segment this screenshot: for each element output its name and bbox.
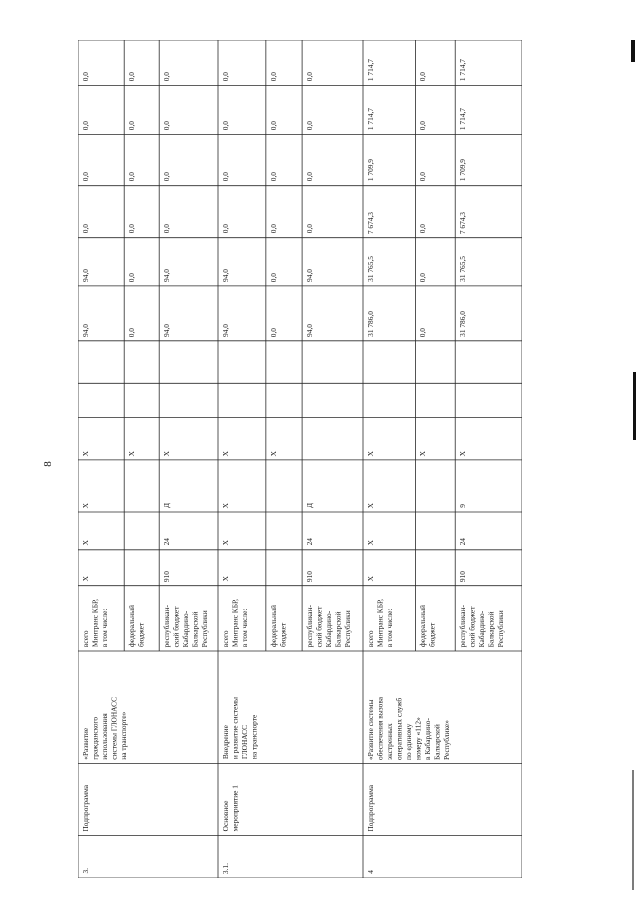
cell-grbs bbox=[302, 550, 363, 586]
cell-source bbox=[363, 586, 415, 651]
row-status bbox=[78, 764, 218, 836]
scan-mark bbox=[632, 770, 634, 890]
cell-v1 bbox=[266, 286, 302, 341]
cell-v6 bbox=[455, 40, 522, 85]
cell-source-text: всего Минтранс КБР, в том числе: bbox=[221, 598, 249, 647]
cell-v1-text: 31 786,0 bbox=[458, 310, 468, 337]
cell-v5 bbox=[266, 85, 302, 134]
cell-source bbox=[218, 586, 266, 651]
cell-v4 bbox=[159, 135, 218, 186]
cell-v2-text: 0,0 bbox=[127, 272, 137, 282]
cell-grbs bbox=[218, 550, 266, 586]
cell-v1 bbox=[455, 286, 522, 341]
cell-v4 bbox=[124, 135, 159, 186]
cell-v4-text: 0,0 bbox=[162, 172, 172, 182]
cell-v4 bbox=[455, 135, 522, 186]
cell-rzpr-text: 24 bbox=[162, 538, 172, 546]
cell-v5-text: 1 714,7 bbox=[366, 108, 375, 131]
cell-v2-text: 94,0 bbox=[305, 268, 315, 282]
cell-grbs-text: 910 bbox=[458, 570, 468, 582]
cell-v2 bbox=[455, 238, 522, 286]
row-name bbox=[363, 651, 522, 764]
cell-v1 bbox=[302, 286, 363, 341]
cell-v2 bbox=[415, 238, 455, 286]
cell-source-text: республикан- ский бюджет Кабардино- Балкарской Республики bbox=[305, 604, 352, 647]
cell-v1-text: 94,0 bbox=[162, 323, 172, 337]
cell-grbs-text: X bbox=[81, 576, 90, 582]
cell-v2 bbox=[124, 238, 159, 286]
cell-v4-text: 0,0 bbox=[418, 172, 428, 182]
cell-source bbox=[124, 586, 159, 651]
cell-rzpr bbox=[302, 512, 363, 550]
cell-v3 bbox=[124, 186, 159, 238]
cell-v2-text: 31 765,5 bbox=[458, 256, 468, 282]
cell-grbs bbox=[363, 550, 415, 586]
cell-csr bbox=[302, 460, 363, 512]
row-number bbox=[363, 835, 522, 878]
cell-v2 bbox=[302, 238, 363, 286]
cell-grbs-text: 910 bbox=[162, 570, 172, 582]
cell-rzpr bbox=[218, 512, 266, 550]
cell-csr bbox=[363, 460, 415, 512]
cell-v3 bbox=[415, 186, 455, 238]
cell-vr bbox=[415, 417, 455, 460]
row-name bbox=[218, 651, 363, 764]
cell-grbs bbox=[455, 550, 522, 586]
cell-grbs-text: X bbox=[366, 576, 375, 582]
cell-v6 bbox=[302, 40, 363, 85]
cell-source bbox=[78, 586, 124, 651]
cell-v1-text: 31 786,0 bbox=[366, 310, 375, 337]
cell-v3 bbox=[302, 186, 363, 238]
cell-csr bbox=[218, 460, 266, 512]
cell-vr-text: X bbox=[458, 450, 468, 456]
row-name bbox=[78, 651, 218, 764]
cell-vr bbox=[78, 417, 124, 460]
cell-v5 bbox=[159, 85, 218, 134]
cell-rzpr-text: X bbox=[221, 540, 230, 546]
cell-csr-text: Д bbox=[305, 502, 315, 508]
cell-v5 bbox=[124, 85, 159, 134]
cell-v1-text: 0,0 bbox=[127, 327, 137, 337]
cell-v4-text: 0,0 bbox=[81, 172, 90, 182]
cell-v1 bbox=[124, 286, 159, 341]
cell-v3-text: 7 674,3 bbox=[366, 211, 375, 234]
cell-csr bbox=[159, 460, 218, 512]
cell-v6 bbox=[159, 40, 218, 85]
cell-rzpr bbox=[159, 512, 218, 550]
cell-v6 bbox=[78, 40, 124, 85]
cell-source bbox=[266, 586, 302, 651]
cell-v5-text: 0,0 bbox=[221, 121, 230, 131]
cell-source-text: республикан- ский бюджет Кабардино- Балкарской Республики bbox=[458, 604, 506, 647]
cell-v4 bbox=[266, 135, 302, 186]
cell-rzpr-text: 24 bbox=[305, 538, 315, 546]
cell-v6-text: 0,0 bbox=[162, 72, 172, 82]
cell-v6 bbox=[218, 40, 266, 85]
cell-v3 bbox=[363, 186, 415, 238]
cell-vr-text: X bbox=[81, 450, 90, 456]
cell-v6-text: 0,0 bbox=[268, 72, 278, 82]
cell-rzpr bbox=[78, 512, 124, 550]
cell-v4 bbox=[363, 135, 415, 186]
row-number bbox=[218, 835, 363, 878]
cell-v3-text: 0,0 bbox=[305, 224, 315, 234]
row-status-text: Основное мероприятие 1 bbox=[221, 785, 240, 832]
scan-mark bbox=[633, 372, 636, 440]
cell-source-text: федеральный бюджет bbox=[418, 604, 437, 647]
cell-v6-text: 0,0 bbox=[81, 72, 90, 82]
cell-grbs bbox=[159, 550, 218, 586]
cell-v5 bbox=[455, 85, 522, 134]
row-name-text: «Развитие системы обеспечения вызова экстренных оперативных служб по единому номеру «112» в Кабардино- Балкарской Республике» bbox=[366, 696, 451, 760]
cell-vr bbox=[124, 417, 159, 460]
cell-v2-text: 31 765,5 bbox=[366, 256, 375, 282]
cell-v1 bbox=[363, 286, 415, 341]
cell-vr bbox=[159, 417, 218, 460]
cell-vr-text: X bbox=[418, 450, 428, 456]
cell-v5-text: 0,0 bbox=[127, 121, 137, 131]
cell-vr-text: X bbox=[366, 450, 375, 456]
cell-v3-text: 0,0 bbox=[268, 224, 278, 234]
cell-source bbox=[455, 586, 522, 651]
cell-v3 bbox=[78, 186, 124, 238]
cell-v5 bbox=[415, 85, 455, 134]
page-number: 8 bbox=[41, 461, 54, 467]
cell-v3 bbox=[159, 186, 218, 238]
row-status bbox=[218, 764, 363, 836]
cell-v1-text: 0,0 bbox=[418, 327, 428, 337]
cell-csr-text: X bbox=[366, 502, 375, 508]
cell-v2 bbox=[266, 238, 302, 286]
cell-rzpr-text: 24 bbox=[458, 538, 468, 546]
cell-v2-text: 0,0 bbox=[418, 272, 428, 282]
cell-v6-text: 1 714,7 bbox=[366, 59, 375, 82]
cell-v6-text: 0,0 bbox=[221, 72, 230, 82]
row-number-text: 4 bbox=[366, 870, 375, 874]
cell-v6-text: 0,0 bbox=[305, 72, 315, 82]
cell-csr-text: X bbox=[221, 502, 230, 508]
cell-v1-text: 94,0 bbox=[305, 323, 315, 337]
cell-vr bbox=[455, 417, 522, 460]
cell-rzpr-text: X bbox=[366, 540, 375, 546]
cell-vr-text: X bbox=[221, 450, 230, 456]
cell-v3-text: 0,0 bbox=[81, 224, 90, 234]
cell-v6 bbox=[266, 40, 302, 85]
cell-v5 bbox=[78, 85, 124, 134]
cell-v2 bbox=[78, 238, 124, 286]
cell-vr-text: X bbox=[268, 450, 278, 456]
cell-v5 bbox=[218, 85, 266, 134]
cell-v6 bbox=[363, 40, 415, 85]
cell-v1 bbox=[159, 286, 218, 341]
cell-csr-text: Д bbox=[162, 502, 172, 508]
row-status-text: Подпрограмма bbox=[81, 784, 90, 832]
scan-mark bbox=[631, 40, 635, 62]
cell-v3-text: 0,0 bbox=[162, 224, 172, 234]
cell-source-text: всего Минтранс КБР, в том числе: bbox=[81, 598, 109, 647]
cell-v1-text: 94,0 bbox=[81, 323, 90, 337]
cell-v6-text: 0,0 bbox=[418, 72, 428, 82]
cell-v1 bbox=[218, 286, 266, 341]
cell-v4-text: 0,0 bbox=[221, 172, 230, 182]
row-name-text: «Развитие гражданского использования системы ГЛОНАСС на транспорте» bbox=[81, 696, 128, 760]
cell-v2-text: 94,0 bbox=[221, 268, 230, 282]
cell-csr bbox=[78, 460, 124, 512]
cell-csr bbox=[455, 460, 522, 512]
cell-v2 bbox=[218, 238, 266, 286]
cell-csr-text: 9 bbox=[458, 504, 468, 508]
cell-v3-text: 7 674,3 bbox=[458, 211, 468, 234]
cell-v5-text: 0,0 bbox=[268, 121, 278, 131]
cell-v2-text: 0,0 bbox=[268, 272, 278, 282]
cell-vr bbox=[266, 417, 302, 460]
cell-v4-text: 1 709,9 bbox=[458, 159, 468, 182]
cell-v1-text: 0,0 bbox=[268, 327, 278, 337]
cell-csr-text: X bbox=[81, 502, 90, 508]
cell-v2 bbox=[363, 238, 415, 286]
row-number bbox=[78, 835, 218, 878]
cell-v1-text: 94,0 bbox=[221, 323, 230, 337]
cell-v4 bbox=[415, 135, 455, 186]
row-status bbox=[363, 764, 522, 836]
cell-v6 bbox=[415, 40, 455, 85]
cell-v1 bbox=[78, 286, 124, 341]
cell-vr-text: X bbox=[127, 450, 137, 456]
cell-vr bbox=[363, 417, 415, 460]
cell-source bbox=[159, 586, 218, 651]
cell-v2 bbox=[159, 238, 218, 286]
cell-v4 bbox=[218, 135, 266, 186]
budget-table bbox=[78, 40, 522, 878]
cell-v3-text: 0,0 bbox=[221, 224, 230, 234]
row-status-text: Подпрограмма bbox=[366, 784, 375, 832]
cell-v6-text: 1 714,7 bbox=[458, 59, 468, 82]
cell-v6 bbox=[124, 40, 159, 85]
cell-vr-text: X bbox=[162, 450, 172, 456]
cell-v4-text: 0,0 bbox=[268, 172, 278, 182]
cell-v6-text: 0,0 bbox=[127, 72, 137, 82]
cell-rzpr bbox=[363, 512, 415, 550]
cell-grbs bbox=[78, 550, 124, 586]
cell-v4 bbox=[302, 135, 363, 186]
cell-v3 bbox=[218, 186, 266, 238]
cell-v5-text: 0,0 bbox=[162, 121, 172, 131]
cell-v3 bbox=[266, 186, 302, 238]
cell-grbs-text: 910 bbox=[305, 570, 315, 582]
cell-v3 bbox=[455, 186, 522, 238]
cell-source bbox=[415, 586, 455, 651]
cell-v5-text: 0,0 bbox=[418, 121, 428, 131]
cell-v4-text: 0,0 bbox=[127, 172, 137, 182]
row-name-text: Внедрение и развитие системы ГЛОНАСС на транспорте bbox=[221, 697, 259, 760]
row-number-text: 3.1. bbox=[221, 862, 230, 874]
cell-grbs-text: X bbox=[221, 576, 230, 582]
cell-source-text: республикан- ский бюджет Кабардино- Балкарской Республики bbox=[162, 604, 210, 647]
cell-source-text: всего Минтранс КБР, в том числе: bbox=[366, 598, 394, 647]
cell-source bbox=[302, 586, 363, 651]
cell-source-text: федеральный бюджет bbox=[268, 604, 288, 647]
cell-v5-text: 0,0 bbox=[81, 121, 90, 131]
cell-v2-text: 94,0 bbox=[162, 268, 172, 282]
cell-v5-text: 1 714,7 bbox=[458, 108, 468, 131]
cell-v5-text: 0,0 bbox=[305, 121, 315, 131]
cell-v2-text: 94,0 bbox=[81, 268, 90, 282]
cell-rzpr-text: X bbox=[81, 540, 90, 546]
cell-v3-text: 0,0 bbox=[418, 224, 428, 234]
cell-v5 bbox=[363, 85, 415, 134]
cell-v1 bbox=[415, 286, 455, 341]
cell-rzpr bbox=[455, 512, 522, 550]
cell-v5 bbox=[302, 85, 363, 134]
cell-v4-text: 1 709,9 bbox=[366, 159, 375, 182]
cell-v3-text: 0,0 bbox=[127, 224, 137, 234]
cell-v4-text: 0,0 bbox=[305, 172, 315, 182]
cell-vr bbox=[218, 417, 266, 460]
cell-v4 bbox=[78, 135, 124, 186]
row-number-text: 3. bbox=[81, 868, 90, 874]
cell-source-text: федеральный бюджет bbox=[127, 604, 146, 647]
